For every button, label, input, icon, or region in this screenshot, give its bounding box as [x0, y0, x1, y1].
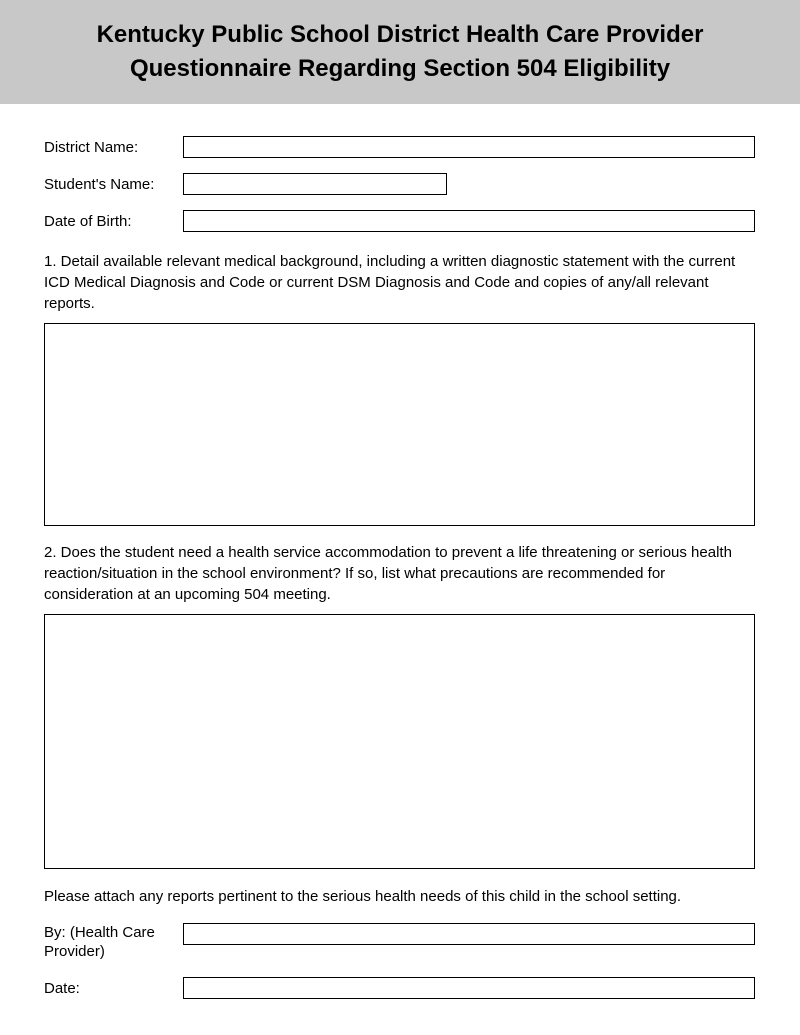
page-title [97, 18, 704, 86]
page-title-line2: Questionnaire Regarding Section 504 Eligibility [129, 55, 671, 82]
student-name-label: Student's Name: [44, 175, 155, 193]
student-name-input[interactable] [183, 173, 447, 195]
date-of-birth-row [44, 210, 755, 232]
date-row [44, 977, 755, 999]
question-1-answer-box[interactable] [44, 323, 755, 526]
provider-by-input[interactable] [183, 923, 755, 945]
form-body [0, 136, 800, 999]
page-title-line1: Kentucky Public School District Health Care Provider [96, 21, 704, 48]
district-name-row [44, 136, 755, 158]
date-of-birth-input[interactable] [183, 210, 755, 232]
attach-reports-note: Please attach any reports pertinent to the serious health needs of this child in the school setting. [44, 888, 682, 905]
form-header [0, 0, 800, 104]
student-name-row [44, 173, 755, 195]
provider-signature-row [44, 923, 755, 961]
question-1-text: 1. Detail available relevant medical background, including a written diagnostic statement with the current ICD Medical Diagnosis and Code or current DSM Diagnosis and Code and copies of any/all relevant reports. [44, 253, 736, 312]
date-input[interactable] [183, 977, 755, 999]
date-label: Date: [44, 979, 80, 997]
question-2-text: 2. Does the student need a health service accommodation to prevent a life threatening or serious health reaction/situation in the school environment? If so, list what precautions are recommended for consideration at an upcoming 504 meeting. [44, 544, 732, 603]
question-2-answer-box[interactable] [44, 614, 755, 869]
district-name-input[interactable] [183, 136, 755, 158]
date-of-birth-label: Date of Birth: [44, 212, 132, 230]
provider-by-label: By: (Health Care Provider) [44, 924, 155, 960]
district-name-label: District Name: [44, 138, 139, 156]
